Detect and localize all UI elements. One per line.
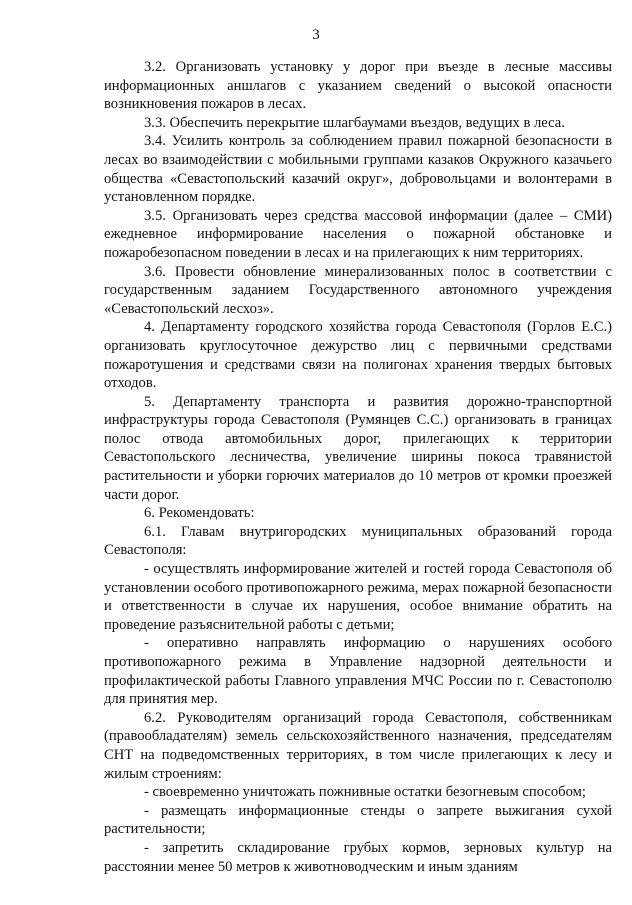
list-item-inform-residents: - осуществлять информирование жителей и гостей города Севастополя об установлении особого противопожарного режима, мерах пожарной безопасности и ответственности в случае их нарушения, особое внимание обратить на проведение разъяснительной работы с детьми; bbox=[104, 561, 612, 633]
list-item-info-stands: - размещать информационные стенды о запрете выжигания сухой растительности; bbox=[104, 802, 612, 838]
paragraph-3-4: 3.4. Усилить контроль за соблюдением правил пожарной безопасности в лесах во взаимодействии с мобильными группами казаков Окружного казачьего общества «Севастопольский казачий округ», добровольцами и волонтерами в установленном порядке. bbox=[104, 133, 612, 206]
page-number: 3 bbox=[312, 27, 320, 43]
paragraph-6-1: 6.1. Главам внутригородских муниципальных образований города Севастополя: bbox=[104, 523, 612, 559]
paragraph-5: 5. Департаменту транспорта и развития дорожно-транспортной инфраструктуры города Севастополя (Румянцев С.С.) организовать в границах полос отвода автомобильных дорог, прилегающих к территории Севастопольского лесничества, увеличение ширины покоса травянистой растительности и уборки горючих материалов до 10 метров от кромки проезжей части дорог. bbox=[104, 393, 612, 503]
paragraph-3-6: 3.6. Провести обновление минерализованных полос в соответствии с государственным заданием Государственного автономного учреждения «Севастопольский лесхоз». bbox=[104, 263, 612, 317]
paragraph-6: 6. Рекомендовать: bbox=[144, 505, 255, 522]
list-item-storage-ban: - запретить складирование грубых кормов, зерновых культур на расстоянии менее 50 метров к животноводческим и иным зданиям bbox=[104, 839, 612, 875]
paragraph-3-3: 3.3. Обеспечить перекрытие шлагбаумами въездов, ведущих в леса. bbox=[144, 114, 565, 131]
paragraph-3-2: 3.2. Организовать установку у дорог при въезде в лесные массивы информационных аншлагов с указанием сведений о высокой опасности возникновения пожаров в лесах. bbox=[104, 59, 612, 113]
document-body bbox=[104, 58, 612, 876]
list-item-destroy-stubble: - своевременно уничтожать пожнивные остатки безогневым способом; bbox=[144, 784, 586, 801]
paragraph-3-5: 3.5. Организовать через средства массовой информации (далее – СМИ) ежедневное информирование населения о пожарной обстановке и пожаробезопасном поведении в лесах и на прилегающих к ним территориях. bbox=[104, 207, 612, 261]
list-item-report-violations: - оперативно направлять информацию о нарушениях особого противопожарного режима в Управление надзорной деятельности и профилактической работы Главного управления МЧС России по г. Севастополю для принятия мер. bbox=[104, 635, 612, 708]
paragraph-6-2: 6.2. Руководителям организаций города Севастополя, собственникам (правообладателям) земель сельскохозяйственного назначения, председателям СНТ на подведомственных территориях, в том числе прилегающих к лесу и жилым строениям: bbox=[104, 709, 612, 782]
paragraph-4: 4. Департаменту городского хозяйства города Севастополя (Горлов Е.С.) организовать круглосуточное дежурство лиц с первичными средствами пожаротушения и средствами связи на полигонах хранения твердых бытовых отходов. bbox=[104, 319, 612, 392]
